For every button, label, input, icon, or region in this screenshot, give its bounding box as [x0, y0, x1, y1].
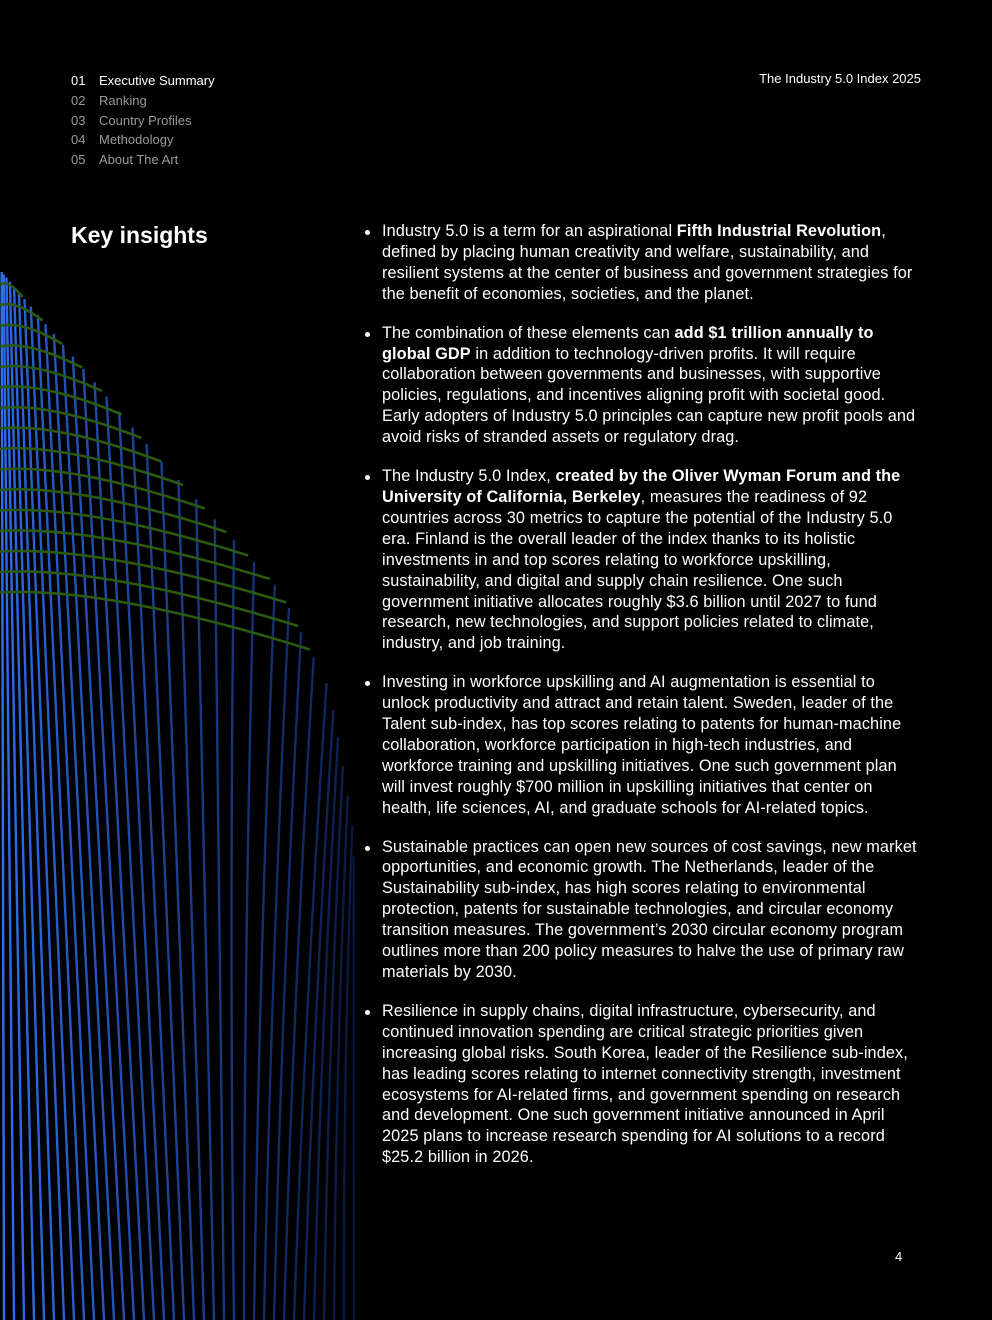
insight-item: [363, 323, 923, 448]
body-text: Sustainable practices can open new sources of cost savings, new market opportunities, and economic growth. The Netherlands, leader of the Sustainability sub-index, has high scores relating to environmental protection, patents for sustainable technologies, and circular economy transition measures. The government’s 2030 circular economy program outlines more than 200 policy measures to halve the use of primary raw materials by 2030.: [382, 837, 917, 981]
insight-item: [363, 221, 923, 305]
body-text: , measures the readiness of 92 countries across 30 metrics to capture the potential of the Industry 5.0 era. Finland is the overall leader of the index thanks to its holistic investments in and top scores relating to workforce upskilling, sustainability, and digital and supply chain resilience. One such government initiative allocates roughly $3.6 billion until 2027 to fund research, new technologies, and support policies related to climate, industry, and job training.: [382, 487, 893, 653]
insight-item: [363, 1001, 923, 1168]
wave-line: [232, 540, 235, 1320]
wave-line: [254, 585, 275, 1320]
nav-item-label: Country Profiles: [99, 112, 192, 128]
body-text: The combination of these elements can: [382, 323, 675, 342]
insight-item: [363, 466, 923, 654]
body-text: Investing in workforce upskilling and AI augmentation is essential to unlock productivity and attract and retain talent. Sweden, leader of the Talent sub-index, has top scores relating to patents for human-machine collaboration, workforce participation in high-tech industries, and workforce training and upskilling initiatives. One such government plan will invest roughly $700 million in upskilling initiatives that center on health, life sciences, AI, and graduate schools for AI-related topics.: [382, 673, 902, 817]
nav-item-label: Executive Summary: [99, 73, 215, 88]
nav-item-label: Ranking: [99, 92, 147, 108]
page-number: 4: [895, 1249, 903, 1264]
document-title: The Industry 5.0 Index 2025: [759, 71, 921, 86]
wave-line: [107, 397, 154, 1320]
section-heading: Key insights: [71, 222, 208, 248]
nav-item-number: 04: [71, 132, 86, 148]
wave-line: [244, 562, 254, 1320]
body-text: Industry 5.0 is a term for an aspirational: [382, 222, 677, 240]
wave-line: [133, 427, 174, 1320]
nav-item-number: 01: [71, 73, 86, 88]
nav-item-methodology[interactable]: [71, 130, 215, 150]
wave-line: [83, 369, 134, 1320]
insight-item: [363, 837, 923, 983]
nav-item-about-the-art[interactable]: [71, 150, 215, 170]
wave-line: [344, 826, 352, 1320]
emphasis-text: created by the Oliver Wyman Forum and the University of California, Berkeley: [382, 467, 901, 506]
nav-item-label: Methodology: [99, 132, 174, 148]
nav-item-country-profiles[interactable]: [71, 111, 215, 131]
nav-item-number: 02: [71, 92, 86, 108]
nav-item-executive-summary[interactable]: [71, 71, 215, 91]
body-text: Resilience in supply chains, digital infrastructure, cybersecurity, and continued innovation spending are critical strategic priorities given increasing global risks. South Korea, leader of the Resilience sub-index, has leading scores relating to internet connectivity strength, investment ecosystems for AI-related firms, and government spending on research and development. One such government initiative announced in April 2025 plans to increase research spending for AI solutions to a record $25.2 billion in 2026.: [382, 1001, 908, 1167]
wave-line: [324, 766, 343, 1320]
wave-line: [178, 480, 204, 1320]
body-text: The Industry 5.0 Index,: [382, 467, 556, 486]
insights-list: [363, 221, 923, 1186]
emphasis-text: Fifth Industrial Revolution: [676, 222, 882, 240]
nav-item-number: 03: [71, 112, 86, 128]
body-text: , defined by placing human creativity and welfare, sustainability, and resilient systems at the center of business and government strategies for the benefit of economies, societies, and the planet.: [382, 222, 913, 303]
nav-item-number: 05: [71, 152, 86, 168]
emphasis-text: add $1 trillion annually to global GDP: [382, 323, 874, 363]
section-nav: [71, 71, 215, 170]
insight-item: [363, 672, 923, 818]
body-text: in addition to technology-driven profits. It will require collaboration between governments and businesses, with supportive policies, regulations, and incentives aligning profit with societal good. Early adopters of Industry 5.0 principles can capture new profit pools and avoid risks of stranded assets or regulatory drag.: [382, 344, 916, 447]
nav-item-label: About The Art: [99, 152, 179, 168]
nav-item-ranking[interactable]: [71, 91, 215, 111]
wave-line: [215, 519, 224, 1320]
grid-line: [0, 448, 183, 485]
wave-line: [294, 683, 327, 1320]
